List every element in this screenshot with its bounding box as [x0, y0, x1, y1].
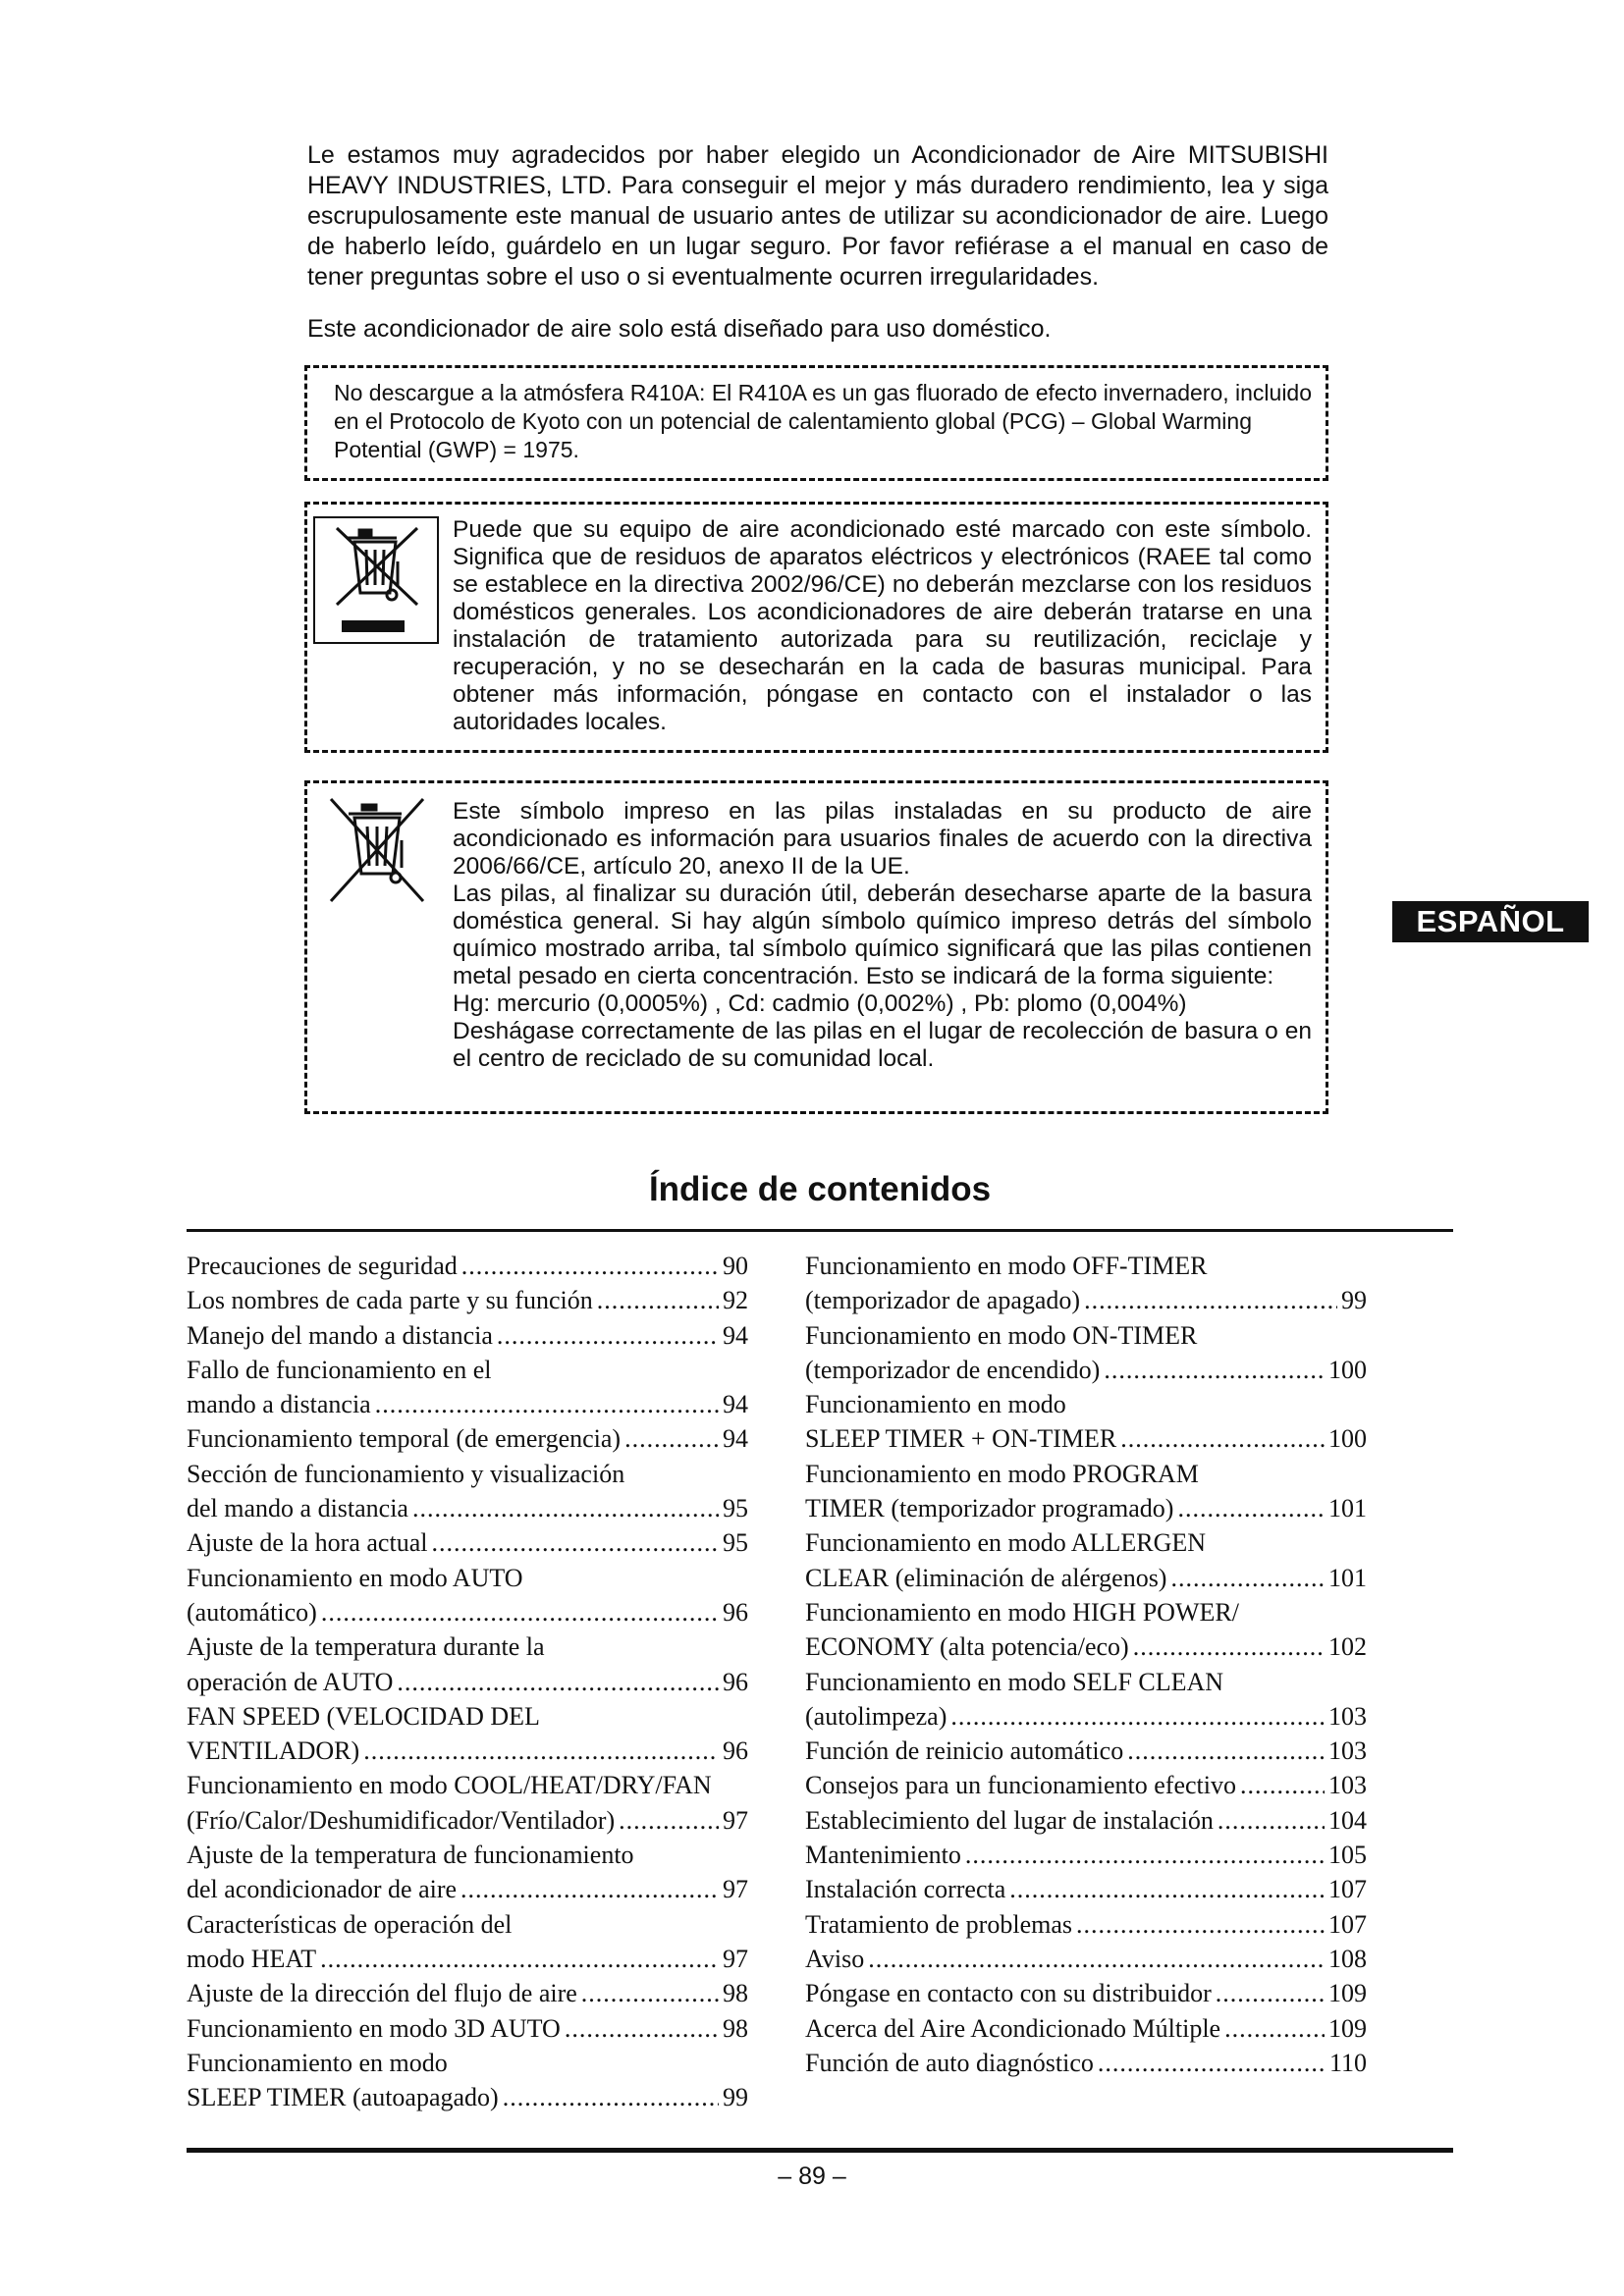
toc-leader-dots [597, 1283, 719, 1317]
toc-page-number: 96 [723, 1597, 748, 1627]
toc-leader-dots [1098, 2046, 1326, 2080]
toc-entry-line-continued [805, 1525, 1367, 1560]
toc-leader-dots [581, 1976, 719, 2010]
refrigerant-notice-text: No descargue a la atmósfera R410A: El R410A es un gas fluorado de efecto invernadero, incluido en el Protocolo de Kyoto con un potencial de calentamiento global (PCG) – Global Warming Potential (GWP) = 1975. [334, 380, 1313, 462]
toc-entry-title: (Frío/Calor/Deshumidificador/Ventilador) [187, 1805, 616, 1835]
toc-entry-title: (autolimpeza) [805, 1701, 947, 1731]
toc-page-number: 97 [723, 1944, 748, 1973]
toc-entry [805, 1457, 1367, 1526]
toc-entry-line-continued [187, 1457, 748, 1491]
toc-entry [805, 1768, 1367, 1802]
toc-entry [187, 1907, 748, 1977]
toc-entry-title: Póngase en contacto con su distribuidor [805, 1979, 1212, 2008]
toc-entry-title: Ajuste de la temperatura de funcionamiento [187, 1841, 634, 1870]
toc-entry-title: FAN SPEED (VELOCIDAD DEL [187, 1701, 540, 1731]
toc-leader-dots [363, 1734, 719, 1768]
toc-entry-line [187, 1803, 748, 1838]
toc-entry-line-continued [187, 1561, 748, 1595]
toc-leader-dots [320, 1942, 719, 1976]
toc-entry-line [187, 1387, 748, 1421]
toc-entry [805, 1318, 1367, 1388]
toc-page-number: 97 [723, 1875, 748, 1904]
toc-entry-title: (temporizador de encendido) [805, 1355, 1101, 1384]
toc-page-number: 107 [1328, 1909, 1367, 1939]
toc-entry-line [187, 1665, 748, 1699]
toc-leader-dots [965, 1838, 1325, 1872]
toc-entry [805, 1734, 1367, 1768]
toc-title: Índice de contenidos [648, 1170, 992, 1208]
toc-entry-line [805, 1421, 1367, 1456]
toc-entry [187, 1457, 748, 1526]
toc-entry-line-continued [805, 1387, 1367, 1421]
toc-entry [187, 1768, 748, 1838]
toc-leader-dots [1177, 1491, 1325, 1525]
toc-entry-line [187, 1872, 748, 1906]
toc-entry-title: Ajuste de la dirección del flujo de aire [187, 1979, 577, 2008]
toc-leader-dots [1120, 1421, 1325, 1456]
toc-entry-title: SLEEP TIMER + ON-TIMER [805, 1424, 1117, 1454]
toc-entry [187, 2046, 748, 2115]
toc-page-number: 95 [723, 1494, 748, 1523]
toc-leader-dots [950, 1699, 1325, 1734]
toc-entry-title: (temporizador de apagado) [805, 1286, 1081, 1315]
toc-entry-line-continued [187, 2046, 748, 2080]
toc-entry-line [187, 2011, 748, 2046]
toc-leader-dots [375, 1387, 719, 1421]
toc-leader-dots [397, 1665, 719, 1699]
toc-entry-title: Manejo del mando a distancia [187, 1320, 493, 1350]
toc-page-number: 94 [723, 1320, 748, 1350]
battery-notice-chemicals: Hg: mercurio (0,0005%) , Cd: cadmio (0,002%) , Pb: plomo (0,004%) [453, 990, 1187, 1017]
toc-leader-dots [412, 1491, 719, 1525]
toc-entry-title: Funcionamiento en modo COOL/HEAT/DRY/FAN [187, 1771, 712, 1800]
toc-entry-line [187, 1249, 748, 1283]
toc-entry-line [187, 1421, 748, 1456]
toc-entry-line [805, 1768, 1367, 1802]
toc-entry-title: Fallo de funcionamiento en el [187, 1355, 492, 1384]
toc-entry-line [187, 1525, 748, 1560]
toc-bottom-rule [187, 2148, 1453, 2153]
toc-entry-title: Los nombres de cada parte y su función [187, 1286, 593, 1315]
toc-entry [187, 1561, 748, 1630]
toc-entry-title: Funcionamiento en modo PROGRAM [805, 1459, 1199, 1488]
language-badge: ESPAÑOL [1392, 901, 1589, 942]
toc-entry-line-continued [187, 1699, 748, 1734]
toc-page-number: 90 [723, 1252, 748, 1280]
toc-entry-title: Funcionamiento en modo HIGH POWER/ [805, 1597, 1239, 1627]
toc-page-number: 98 [723, 2013, 748, 2043]
toc-entry-line [805, 1561, 1367, 1595]
toc-top-rule [187, 1229, 1453, 1232]
toc-page-number: 92 [723, 1286, 748, 1315]
toc-entry-title: TIMER (temporizador programado) [805, 1494, 1174, 1523]
toc-entry-title: Función de auto diagnóstico [805, 2048, 1094, 2077]
toc-page-number: 109 [1328, 2013, 1367, 2043]
toc-entry-line [187, 1734, 748, 1768]
toc-entry [187, 1976, 748, 2010]
toc-entry-line [187, 1283, 748, 1317]
toc-entry [805, 1525, 1367, 1595]
toc-entry-title: mando a distancia [187, 1390, 371, 1419]
toc-leader-dots [619, 1803, 719, 1838]
toc-entry-title: ECONOMY (alta potencia/eco) [805, 1632, 1129, 1662]
toc-entry-line-continued [187, 1353, 748, 1387]
toc-page-number: 94 [723, 1390, 748, 1419]
intro-text [307, 140, 1328, 293]
toc-entry-line [805, 2011, 1367, 2046]
domestic-use-note: Este acondicionador de aire solo está diseñado para uso doméstico. [307, 315, 1052, 343]
toc-entry-line-continued [805, 1457, 1367, 1491]
toc-page-number: 101 [1328, 1563, 1367, 1592]
toc-entry [187, 2011, 748, 2046]
toc-page-number: 96 [723, 1736, 748, 1766]
toc-entry-line [805, 1629, 1367, 1664]
toc-entry-line [805, 1699, 1367, 1734]
toc-entry-title: Funcionamiento en modo ALLERGEN [805, 1528, 1207, 1558]
toc-entry-line [187, 1976, 748, 2010]
toc-entry-title: Funcionamiento en modo OFF-TIMER [805, 1252, 1208, 1280]
toc-entry-title: del acondicionador de aire [187, 1875, 458, 1904]
intro-paragraph: Le estamos muy agradecidos por haber elegido un Acondicionador de Aire MITSUBISHI HEAVY INDUSTRIES, LTD. Para conseguir el mejor y más duradero rendimiento, lea y siga escrupulosamente este manual de usuario antes de utilizar su acondicionador de aire. Luego de haberlo leído, guárdelo en un lugar seguro. Por favor refiérase a el manual en caso de tener preguntas sobre el uso o si eventualmente ocurren irregularidades. [307, 141, 1328, 291]
toc-entry [187, 1283, 748, 1317]
toc-entry [805, 1665, 1367, 1735]
toc-leader-dots [1133, 1629, 1325, 1664]
toc-entry-title: Precauciones de seguridad [187, 1252, 458, 1280]
battery-notice-paragraph-1: Este símbolo impreso en las pilas instaladas en su producto de aire acondicionado es información para usuarios finales de acuerdo con la directiva 2006/66/CE, artículo 20, anexo II de la UE. [453, 798, 1312, 880]
toc-page-number: 103 [1328, 1736, 1367, 1766]
toc-leader-dots [1224, 2011, 1325, 2046]
toc-entry [805, 2046, 1367, 2080]
toc-page-number: 100 [1328, 1424, 1367, 1454]
toc-entry-line [805, 1734, 1367, 1768]
toc-leader-dots [1104, 1353, 1325, 1387]
toc-entry-title: Funcionamiento en modo [187, 2048, 448, 2077]
toc-leader-dots [321, 1595, 719, 1629]
toc-entry-title: operación de AUTO [187, 1667, 394, 1696]
toc-entry-title: VENTILADOR) [187, 1736, 360, 1766]
toc-entry [187, 1353, 748, 1422]
battery-notice-box [304, 780, 1328, 1114]
toc-leader-dots [868, 1942, 1325, 1976]
toc-entry-line [805, 2046, 1367, 2080]
toc-page-number: 100 [1328, 1355, 1367, 1384]
toc-left-column [187, 1249, 748, 2114]
toc-entry-title: Acerca del Aire Acondicionado Múltiple [805, 2013, 1221, 2043]
toc-leader-dots [1076, 1907, 1325, 1942]
toc-page-number: 98 [723, 1979, 748, 2008]
toc-entry [805, 1872, 1367, 1906]
toc-leader-dots [1170, 1561, 1325, 1595]
toc-entry [805, 2011, 1367, 2046]
toc-leader-dots [1240, 1768, 1325, 1802]
toc-entry-title: Establecimiento del lugar de instalación [805, 1805, 1214, 1835]
battery-notice-text [453, 798, 1312, 1073]
toc-entry-title: Instalación correcta [805, 1875, 1006, 1904]
toc-entry-title: SLEEP TIMER (autoapagado) [187, 2083, 499, 2112]
toc-entry-line [805, 1907, 1367, 1942]
toc-entry-line-continued [805, 1318, 1367, 1353]
toc-entry [187, 1318, 748, 1353]
toc-entry [187, 1838, 748, 1907]
toc-entry-line-continued [805, 1665, 1367, 1699]
toc-leader-dots [1009, 1872, 1325, 1906]
toc-entry-line-continued [187, 1838, 748, 1872]
toc-leader-dots [460, 1872, 719, 1906]
toc-leader-dots [431, 1525, 719, 1560]
toc-entry-title: Funcionamiento en modo ON-TIMER [805, 1320, 1198, 1350]
toc-page-number: 94 [723, 1424, 748, 1454]
toc-entry [805, 1595, 1367, 1665]
weee-bin-icon [313, 516, 439, 644]
toc-entry-line-continued [805, 1595, 1367, 1629]
toc-entry [805, 1907, 1367, 1942]
battery-notice-paragraph-3: Deshágase correctamente de las pilas en el lugar de recolección de basura o en el centro de reciclado de su comunidad local. [453, 1018, 1312, 1072]
toc-entry-line [805, 1283, 1367, 1317]
toc-entry-line-continued [805, 1249, 1367, 1283]
toc-entry-title: modo HEAT [187, 1944, 317, 1973]
toc-leader-dots [565, 2011, 719, 2046]
toc-page-number: 102 [1328, 1632, 1367, 1662]
toc-leader-dots [1216, 1976, 1325, 2010]
toc-leader-dots [1127, 1734, 1325, 1768]
toc-entry-line [805, 1872, 1367, 1906]
toc-entry-line [805, 1491, 1367, 1525]
toc-entry-line [805, 1353, 1367, 1387]
toc-page-number: 105 [1328, 1841, 1367, 1870]
toc-entry-line-continued [187, 1629, 748, 1664]
toc-entry-title: Sección de funcionamiento y visualización [187, 1459, 625, 1488]
toc-page-number: 97 [723, 1805, 748, 1835]
toc-entry-title: Funcionamiento en modo 3D AUTO [187, 2013, 561, 2043]
page-number: – 89 – [778, 2163, 846, 2190]
toc-page-number: 109 [1328, 1979, 1367, 2008]
toc-entry [805, 1838, 1367, 1872]
toc-entry-line-continued [187, 1907, 748, 1942]
toc-page-number: 99 [723, 2083, 748, 2112]
toc-entry-title: Funcionamiento temporal (de emergencia) [187, 1424, 622, 1454]
toc-entry-line [805, 1838, 1367, 1872]
toc-entry-line [187, 2080, 748, 2114]
toc-leader-dots [1218, 1803, 1325, 1838]
toc-page-number: 103 [1328, 1771, 1367, 1800]
toc-entry-line [187, 1595, 748, 1629]
toc-page-number: 108 [1328, 1944, 1367, 1973]
toc-entry [805, 1387, 1367, 1457]
toc-entry-title: Funcionamiento en modo [805, 1390, 1066, 1419]
toc-entry-title: (automático) [187, 1597, 317, 1627]
toc-page-number: 101 [1328, 1494, 1367, 1523]
toc-leader-dots [624, 1421, 719, 1456]
toc-entry [805, 1976, 1367, 2010]
weee-notice-text: Puede que su equipo de aire acondicionado esté marcado con este símbolo. Significa que de residuos de aparatos eléctricos y electrónicos (RAEE tal como se establece en la directiva 2002/96/CE) no deberán mezclarse con los residuos domésticos generales. Los acondicionadores de aire deberán tratarse en una instalación de tratamiento autorizada para su reutilización, reciclaje y recuperación, y no se desecharán en la cada de basuras municipal. Para obtener más información, póngase en contacto con el instalador o las autoridades locales. [453, 516, 1312, 735]
toc-entry [187, 1629, 748, 1699]
toc-right-column [805, 1249, 1367, 2080]
toc-entry-title: Función de reinicio automático [805, 1736, 1124, 1766]
weee-notice-box [304, 502, 1328, 753]
toc-entry [805, 1942, 1367, 1976]
toc-entry [187, 1421, 748, 1456]
toc-page-number: 99 [1341, 1286, 1367, 1315]
battery-notice-paragraph-2: Las pilas, al finalizar su duración útil, deberán desecharse aparte de la basura doméstica general. Si hay algún símbolo químico impreso detrás del símbolo químico mostrado arriba, tal símbolo químico significará que las pilas contienen metal pesado en cierta concentración. Esto se indicará de la forma siguiente: [453, 881, 1312, 989]
toc-entry-title: Ajuste de la temperatura durante la [187, 1632, 545, 1662]
toc-entry-line [805, 1976, 1367, 2010]
toc-entry [805, 1249, 1367, 1318]
toc-entry-line [805, 1803, 1367, 1838]
battery-bin-icon [317, 795, 435, 923]
toc-entry-title: Funcionamiento en modo SELF CLEAN [805, 1667, 1224, 1696]
toc-entry-line [805, 1942, 1367, 1976]
toc-entry-title: Consejos para un funcionamiento efectivo [805, 1771, 1236, 1800]
toc-leader-dots [497, 1318, 719, 1353]
toc-leader-dots [461, 1249, 719, 1283]
toc-leader-dots [503, 2080, 719, 2114]
refrigerant-notice-box [304, 365, 1328, 481]
toc-page-number: 95 [723, 1528, 748, 1558]
toc-entry [187, 1699, 748, 1769]
toc-page-number: 96 [723, 1667, 748, 1696]
toc-entry-title: Tratamiento de problemas [805, 1909, 1072, 1939]
toc-entry [187, 1249, 748, 1283]
toc-entry-title: Mantenimiento [805, 1841, 961, 1870]
toc-entry [805, 1803, 1367, 1838]
toc-entry-title: Ajuste de la hora actual [187, 1528, 428, 1558]
toc-page-number: 103 [1328, 1701, 1367, 1731]
toc-page-number: 110 [1328, 2048, 1367, 2077]
toc-page-number: 107 [1328, 1875, 1367, 1904]
toc-entry [187, 1525, 748, 1560]
toc-entry-title: del mando a distancia [187, 1494, 408, 1523]
toc-entry-line [187, 1491, 748, 1525]
toc-entry-title: Aviso [805, 1944, 865, 1973]
toc-page-number: 104 [1328, 1805, 1367, 1835]
toc-leader-dots [1084, 1283, 1337, 1317]
toc-entry-title: CLEAR (eliminación de alérgenos) [805, 1563, 1167, 1592]
toc-entry-line [187, 1942, 748, 1976]
toc-entry-title: Funcionamiento en modo AUTO [187, 1563, 523, 1592]
toc-entry-title: Características de operación del [187, 1909, 513, 1939]
toc-entry-line-continued [187, 1768, 748, 1802]
toc-entry-line [187, 1318, 748, 1353]
